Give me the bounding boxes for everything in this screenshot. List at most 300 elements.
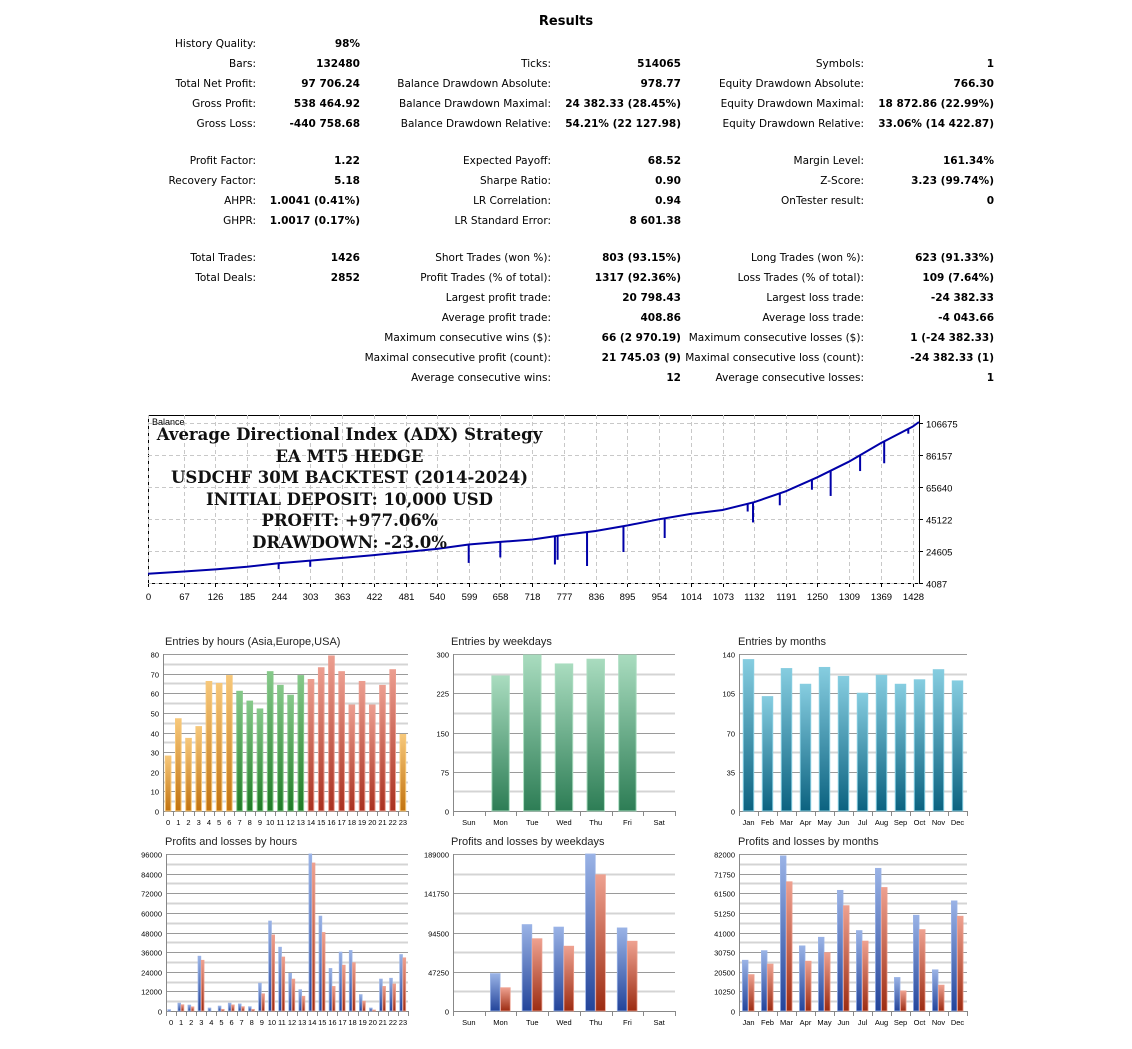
bar-profit [400,955,403,1011]
bar-profit [168,1010,171,1011]
bar [895,684,905,811]
bar [206,681,212,811]
bar-profit [951,901,957,1011]
x-tick-label: 22 [388,1018,398,1027]
y-tick-label: 189000 [423,850,449,860]
chart-title: Entries by hours (Asia,Europe,USA) [165,636,341,648]
x-tick-label: Jul [857,1018,868,1027]
balance-x-tick-label: 244 [271,592,288,603]
chart-title: Profits and losses by hours [165,836,298,848]
bar-profit [228,1003,231,1011]
stat-value: 978.77 [640,78,681,90]
bar-profit [837,890,843,1011]
x-tick-label: 3 [199,1018,204,1027]
x-tick-label: Fri [623,1018,632,1027]
bar-loss [403,958,406,1011]
y-tick-label: 24000 [141,968,162,978]
x-tick-label: 14 [306,818,316,827]
stat-value: 18 872.86 (22.99%) [878,98,994,110]
x-tick-label: 16 [327,818,336,827]
stat-value: 12 [666,372,681,384]
bar-profit [309,854,312,1011]
bar-loss [181,1005,184,1011]
balance-x-tick-label: 777 [556,592,573,603]
x-tick-label: Oct [913,1018,926,1027]
x-tick-label: Oct [913,818,926,827]
bar-profit [586,854,596,1011]
y-tick-label: 35 [726,768,735,778]
x-tick-label: 12 [287,1018,297,1027]
x-tick-label: 7 [237,818,242,827]
bar [619,655,636,811]
x-tick-label: 0 [166,818,171,827]
bar-loss [825,953,831,1011]
balance-x-tick-label: 599 [461,592,478,603]
stat-label: Z-Score: [820,175,864,187]
x-tick-label: 14 [308,1018,317,1027]
stat-value: -440 758.68 [289,118,360,130]
y-tick-label: 0 [154,807,159,817]
bar [308,680,314,811]
bar-profit [780,856,786,1011]
bar [247,701,253,811]
bar [380,685,386,811]
balance-label: Balance [152,417,185,427]
stat-value: 97 706.24 [301,78,360,90]
bar [800,684,810,811]
stat-label: Gross Profit: [192,98,256,110]
stat-label: Total Trades: [190,252,256,264]
y-tick-label: 84000 [141,870,162,880]
balance-y-tick-label: 65640 [926,483,953,495]
chart-svg [130,836,420,1031]
bar-profit [875,868,881,1011]
stat-label: Balance Drawdown Maximal: [398,98,551,110]
stat-value: 1.22 [334,155,360,167]
bar-loss [262,994,265,1011]
x-tick-label: 10 [267,1018,277,1027]
bar-profit [369,1008,372,1011]
bar-profit [799,946,805,1011]
stat-label: Maximal consecutive profit (count): [364,352,551,364]
x-tick-label: 7 [239,1018,244,1027]
bar-loss [302,996,305,1011]
x-tick-label: May [817,1018,832,1027]
y-tick-label: 60 [150,689,159,699]
x-tick-label: 23 [398,818,408,827]
balance-x-tick-label: 303 [302,592,319,603]
x-tick-label: 9 [259,1018,264,1027]
balance-x-tick-label: 718 [524,592,541,603]
bar [278,685,284,811]
stat-value: 0.90 [655,175,681,187]
bar-profit [238,1004,241,1011]
y-tick-label: 0 [444,1007,449,1017]
stat-label: Expected Payoff: [462,155,551,167]
x-tick-label: 17 [337,818,346,827]
x-tick-label: Jan [742,1018,755,1027]
bar [298,676,304,811]
x-tick-label: Aug [874,1018,889,1027]
bar-loss [958,916,964,1011]
stat-value: 1 [986,58,994,70]
balance-x-tick-label: 1369 [870,592,893,603]
x-tick-label: 23 [398,1018,408,1027]
x-tick-label: Mon [493,818,508,827]
y-tick-label: 41000 [714,929,735,939]
balance-y-tick-label: 4087 [926,579,948,591]
chart-title: Profits and losses by months [738,836,879,848]
bar [876,675,886,811]
balance-x-tick-label: 126 [207,592,224,603]
y-tick-label: 70 [150,670,159,680]
bar [196,727,202,811]
stat-value: 538 464.92 [293,98,360,110]
x-tick-label: 5 [217,818,222,827]
stat-label: Equity Drawdown Relative: [722,118,864,130]
chart-svg [410,836,700,1031]
x-tick-label: 2 [189,1018,194,1027]
bar-loss [201,960,204,1011]
x-tick-label: Jan [742,818,755,827]
stat-label: AHPR: [224,195,256,207]
x-tick-label: 8 [249,1018,254,1027]
bar-loss [322,933,325,1012]
bar-loss [252,1009,255,1011]
y-tick-label: 94500 [428,929,449,939]
bar-loss [806,961,812,1011]
balance-x-tick-label: 363 [334,592,351,603]
y-tick-label: 10250 [714,987,735,997]
bar [587,659,604,811]
x-tick-label: Sun [462,1018,476,1027]
x-tick-label: 3 [196,818,201,827]
y-tick-label: 75 [440,768,449,778]
bar-profit [380,979,383,1011]
bar-loss [564,946,574,1011]
stat-label: Average profit trade: [441,312,551,324]
chart-title: Entries by months [738,636,827,648]
stat-label: Maximum consecutive wins ($): [384,332,551,344]
stat-value: 408.86 [640,312,681,324]
x-tick-label: Sat [653,1018,665,1027]
y-tick-label: 300 [436,650,449,660]
bar [237,691,243,811]
stat-label: Average consecutive losses: [715,372,864,384]
y-tick-label: 105 [722,689,735,699]
stat-value: 5.18 [334,175,360,187]
bar-loss [863,941,869,1011]
y-tick-label: 30750 [714,948,735,958]
y-tick-label: 10 [150,787,159,797]
balance-y-tick-label: 106675 [926,419,958,431]
y-tick-label: 60000 [141,909,162,919]
stat-label: Equity Drawdown Maximal: [720,98,864,110]
stat-label: Bars: [229,58,256,70]
x-tick-label: 20 [368,1018,377,1027]
y-tick-label: 47250 [428,968,449,978]
bar [216,683,222,811]
stat-value: 8 601.38 [629,215,681,227]
balance-x-tick-label: 1250 [806,592,829,603]
stat-label: Balance Drawdown Relative: [400,118,551,130]
bar [857,693,867,811]
x-tick-label: 21 [378,1018,387,1027]
x-tick-label: 18 [348,1018,357,1027]
stat-label: Gross Loss: [196,118,256,130]
bar [339,672,345,811]
stat-value: 21 745.03 (9) [601,352,681,364]
chart-pl-hours [130,836,420,1031]
x-tick-label: Fri [623,818,632,827]
bar-profit [248,1007,251,1011]
bar-profit [761,951,767,1011]
bar-loss [749,975,755,1011]
x-tick-label: 11 [276,818,285,827]
bar [838,676,848,811]
stat-value: 1 (-24 382.33) [910,332,994,344]
bar-loss [232,1005,235,1011]
bar [933,670,943,811]
bar-loss [844,906,850,1011]
stat-label: GHPR: [223,215,256,227]
chart-entries-months [700,636,990,831]
stat-label: OnTester result: [781,195,864,207]
y-tick-label: 70 [726,729,735,739]
y-tick-label: 0 [730,807,735,817]
bar-loss [373,1010,376,1011]
stat-label: Balance Drawdown Absolute: [397,78,551,90]
balance-x-tick-label: 481 [398,592,415,603]
y-tick-label: 61500 [714,889,735,899]
x-tick-label: 16 [328,1018,337,1027]
stat-value: -24 382.33 (1) [910,352,994,364]
bar-loss [920,930,926,1011]
bar-loss [901,991,907,1011]
bar [492,676,509,811]
bar-profit [289,973,292,1011]
x-tick-label: 8 [247,818,252,827]
bar-profit [617,928,627,1011]
bar-loss [282,957,285,1011]
bar-profit [339,952,342,1011]
bar [819,667,829,811]
balance-x-tick-label: 954 [651,592,668,603]
bar-loss [292,979,295,1011]
bar-loss [501,988,511,1011]
y-tick-label: 12000 [141,987,162,997]
stat-label: LR Standard Error: [454,215,551,227]
stat-label: Average consecutive wins: [411,372,551,384]
bar [369,705,375,811]
stat-value: 3.23 (99.74%) [911,175,994,187]
bar-profit [259,983,262,1011]
bar-profit [490,974,500,1011]
chart-svg [135,636,425,831]
bar [186,738,192,811]
bar-loss [596,875,606,1011]
bar-profit [188,1005,191,1011]
x-tick-label: 13 [296,818,305,827]
chart-svg [415,636,705,831]
bar-loss [221,1009,224,1011]
x-tick-label: Sep [893,818,908,827]
bar [390,670,396,811]
balance-chart [147,414,967,604]
x-tick-label: Thu [589,1018,603,1027]
x-tick-label: Apr [799,1018,812,1027]
stat-value: -24 382.33 [930,292,994,304]
stat-value: 803 (93.15%) [602,252,681,264]
overlay-line: Average Directional Index (ADX) Strategy [156,425,543,444]
x-tick-label: 19 [358,1018,367,1027]
stat-value: 0.94 [655,195,681,207]
stat-label: Loss Trades (% of total): [737,272,864,284]
x-tick-label: Dec [950,1018,965,1027]
stat-value: 1.0041 (0.41%) [269,195,360,207]
chart-pl-months [690,836,980,1031]
x-tick-label: 17 [338,1018,347,1027]
x-tick-label: 18 [347,818,357,827]
bar-profit [178,1003,181,1011]
y-tick-label: 225 [436,689,449,699]
stat-value: 514065 [637,58,681,70]
bar-profit [818,937,824,1011]
balance-x-tick-label: 1309 [838,592,861,603]
bar [555,664,572,811]
x-tick-label: Nov [931,818,946,827]
balance-x-tick-label: 540 [429,592,446,603]
bar-profit [269,921,272,1011]
bar-loss [393,984,396,1011]
y-tick-label: 71750 [714,870,735,880]
x-tick-label: Apr [799,818,812,827]
x-tick-label: 6 [227,818,232,827]
x-tick-label: Feb [761,818,774,827]
x-tick-label: Aug [874,818,889,827]
bar-profit [742,960,748,1011]
balance-x-tick-label: 422 [366,592,383,603]
y-tick-label: 96000 [141,850,162,860]
page-title: Results [538,14,594,29]
x-tick-label: 2 [186,818,191,827]
bar [329,656,335,811]
balance-y-tick-label: 24605 [926,547,953,559]
stat-label: Profit Factor: [189,155,256,167]
y-tick-label: 51250 [714,909,735,919]
overlay-line: USDCHF 30M BACKTEST (2014-2024) [170,468,529,487]
overlay-line: PROFIT: +977.06% [261,511,438,530]
stat-label: History Quality: [175,38,256,50]
bar [762,697,772,811]
stat-label: Margin Level: [793,155,864,167]
bar [349,705,355,811]
x-tick-label: Wed [556,818,572,827]
stat-value: 33.06% (14 422.87) [878,118,994,130]
bar-profit [198,956,201,1011]
x-tick-label: 15 [317,818,326,827]
stat-value: 1317 (92.36%) [594,272,681,284]
x-tick-label: 1 [176,818,181,827]
bar [318,668,324,811]
stat-value: -4 043.66 [938,312,994,324]
bar [743,660,753,811]
stat-value: 20 798.43 [622,292,681,304]
bar-profit [299,990,302,1011]
balance-x-tick-label: 67 [179,592,190,603]
x-tick-label: 13 [297,1018,307,1027]
y-tick-label: 0 [730,1007,735,1017]
y-tick-label: 0 [444,807,449,817]
bar-profit [319,916,322,1011]
chart-svg [700,636,990,831]
stat-value: 0 [986,195,994,207]
x-tick-label: 20 [368,818,377,827]
x-tick-label: Mar [780,818,793,827]
bar-profit [522,925,532,1011]
stat-value: 98% [334,38,360,50]
bar [165,756,171,811]
stat-label: Total Deals: [195,272,256,284]
x-tick-label: 5 [219,1018,224,1027]
bar-loss [532,939,542,1011]
bar-profit [329,968,332,1011]
x-tick-label: 4 [206,818,212,827]
y-tick-label: 36000 [141,948,162,958]
stat-label: Sharpe Ratio: [479,175,551,187]
y-tick-label: 150 [436,729,449,739]
bar-loss [882,888,888,1011]
x-tick-label: Wed [556,1018,572,1027]
bar-loss [363,1001,366,1011]
balance-x-tick-label: 1428 [902,592,925,603]
stat-label: Maximum consecutive losses ($): [688,332,864,344]
x-tick-label: Dec [950,818,965,827]
balance-x-tick-label: 1014 [680,592,703,603]
chart-entries-weekdays [415,636,705,831]
bar [914,680,924,811]
bar [288,695,294,811]
stat-label: LR Correlation: [473,195,551,207]
bar-profit [554,927,564,1011]
stat-value: 66 (2 970.19) [601,332,681,344]
bar-loss [272,935,275,1011]
stat-label: Total Net Profit: [175,78,256,90]
x-tick-label: Nov [931,1018,946,1027]
overlay-line: INITIAL DEPOSIT: 10,000 USD [206,489,493,509]
chart-svg [690,836,980,1031]
bar-profit [359,995,362,1011]
balance-plot-frame [149,416,920,584]
stat-label: Maximal consecutive loss (count): [685,352,864,364]
bar-loss [342,965,345,1011]
stat-label: Long Trades (won %): [750,252,864,264]
bar-profit [856,931,862,1011]
bar [267,672,273,811]
bar-profit [218,1006,221,1011]
overlay-line: DRAWDOWN: -23.0% [252,532,447,552]
bar [359,681,365,811]
x-tick-label: Thu [589,818,603,827]
stat-label: Profit Trades (% of total): [420,272,551,284]
balance-chart-svg [147,414,967,604]
x-tick-label: 9 [257,818,263,827]
stat-value: 2852 [330,272,360,284]
bar-loss [332,986,335,1011]
stat-value: 132480 [316,58,360,70]
stat-value: 109 (7.64%) [922,272,994,284]
bar-profit [913,915,919,1011]
